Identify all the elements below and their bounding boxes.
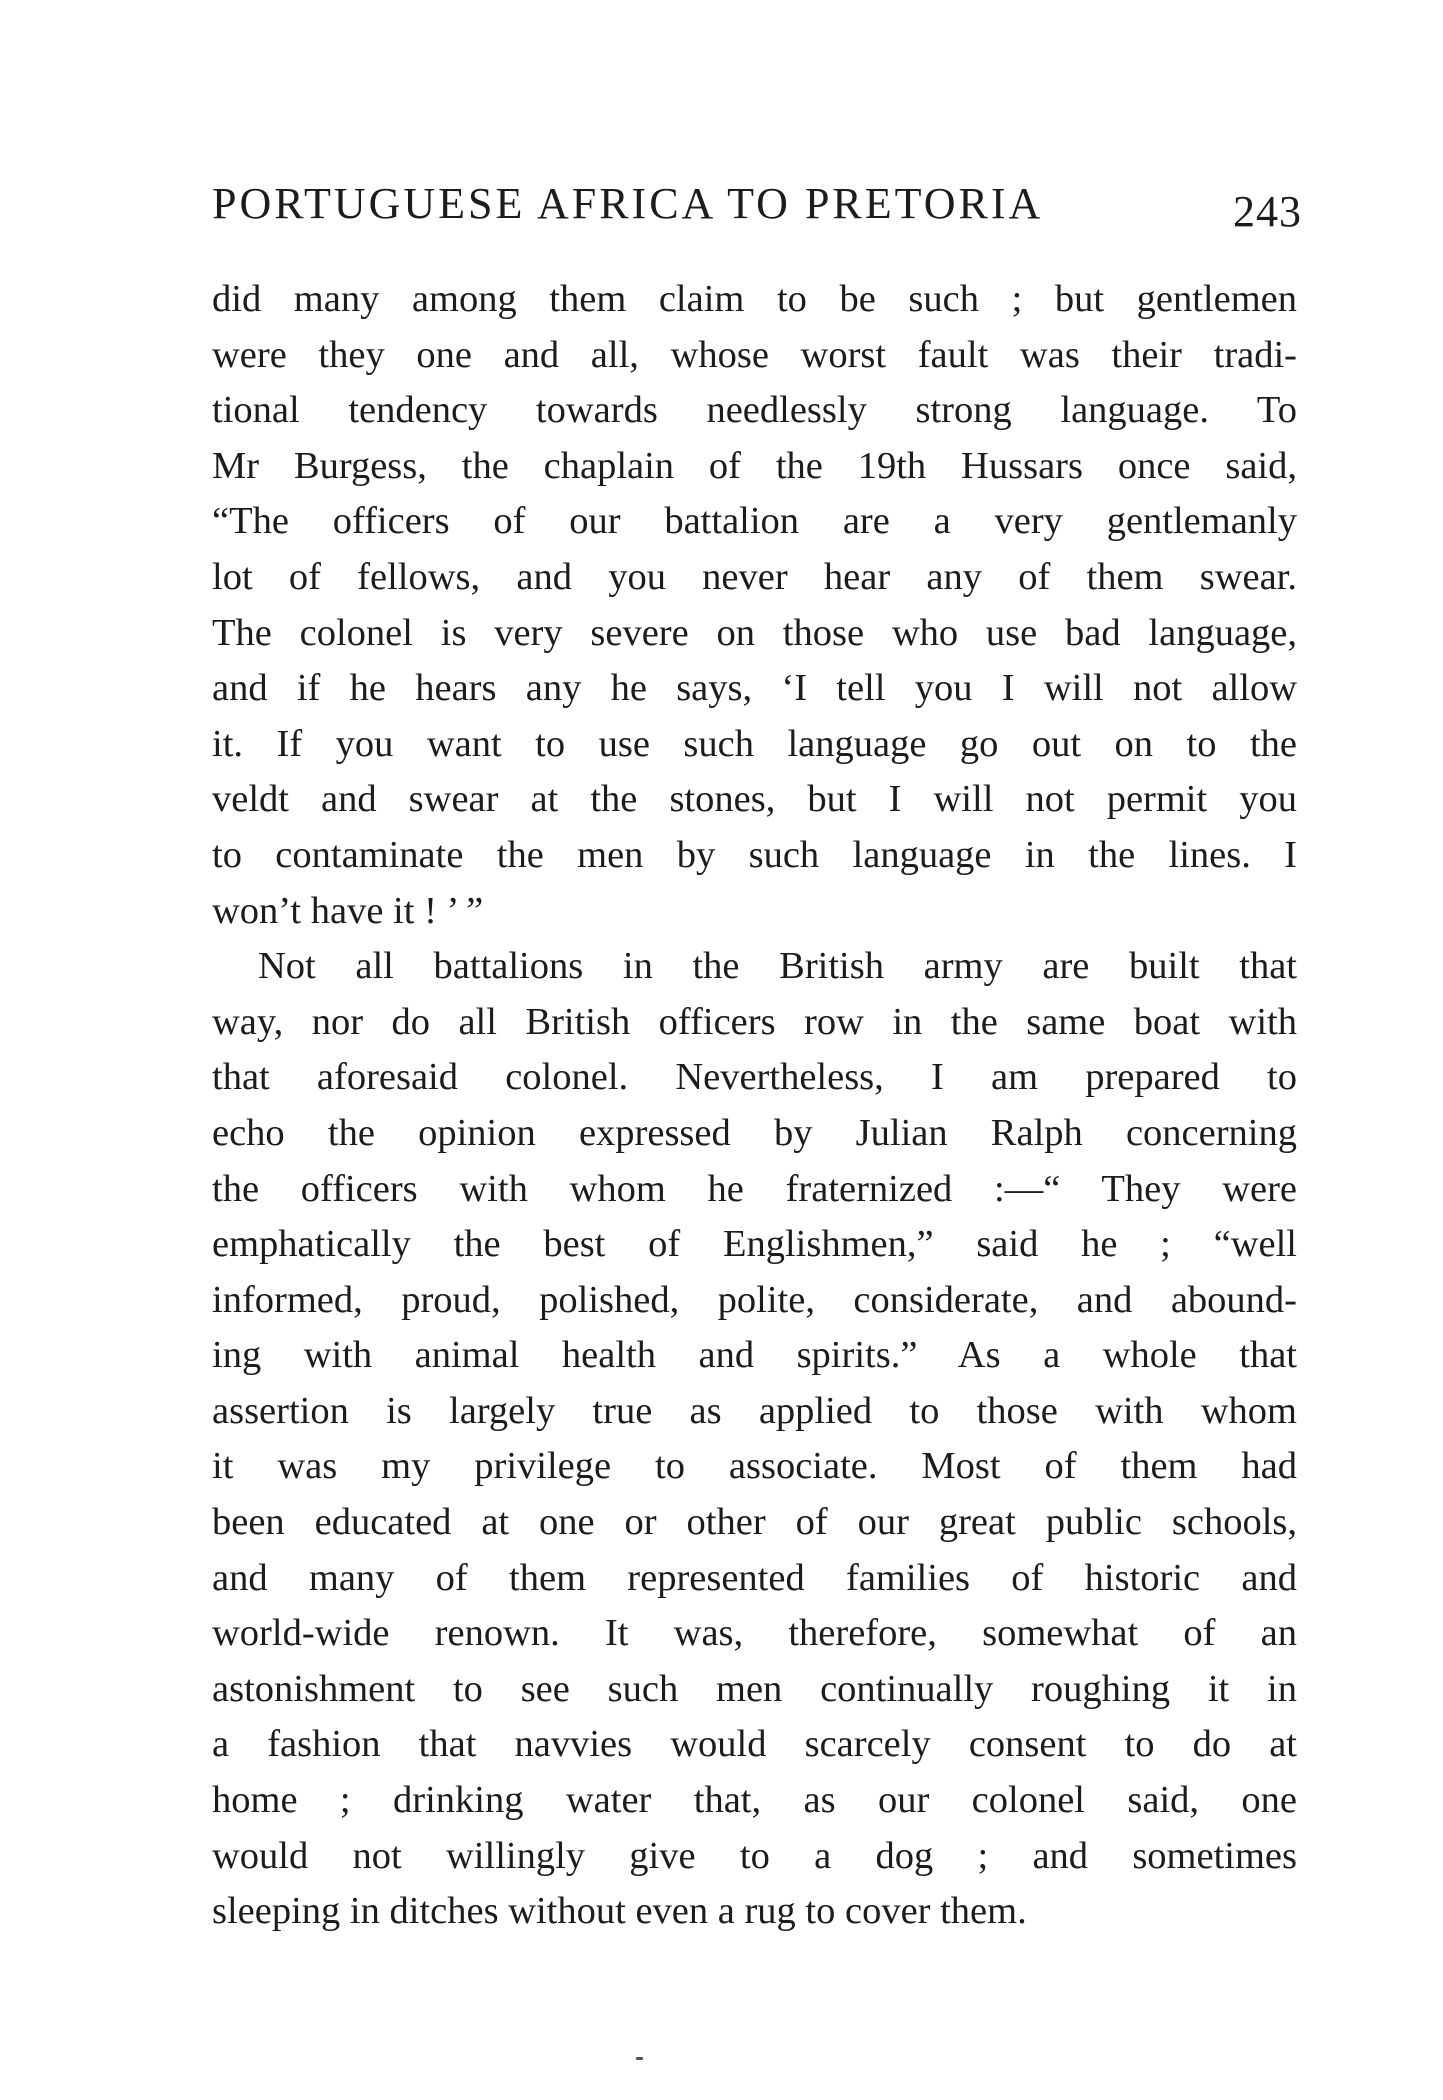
text-line: and if he hears any he says, ‘I tell you I will not allow bbox=[212, 667, 1297, 710]
text-line: Not all battalions in the British army are built that bbox=[258, 945, 1297, 988]
text-line: it. If you want to use such language go out on to the bbox=[212, 722, 1297, 765]
text-line: “The officers of our battalion are a very gentlemanly bbox=[212, 500, 1297, 543]
text-line: to contaminate the men by such language in the lines. I bbox=[212, 833, 1297, 876]
running-head bbox=[212, 178, 1302, 238]
text-line: lot of fellows, and you never hear any of them swear. bbox=[212, 555, 1297, 598]
text-line: that aforesaid colonel. Nevertheless, I am prepared to bbox=[212, 1056, 1297, 1099]
printer-mark bbox=[636, 2057, 643, 2060]
page-number: 243 bbox=[1233, 187, 1302, 236]
text-line: veldt and swear at the stones, but I will not permit you bbox=[212, 778, 1297, 821]
text-line: sleeping in ditches without even a rug to cover them. bbox=[212, 1890, 1027, 1933]
text-line: astonishment to see such men continually roughing it in bbox=[212, 1667, 1297, 1710]
text-line: and many of them represented families of historic and bbox=[212, 1556, 1297, 1599]
text-line: world-wide renown. It was, therefore, somewhat of an bbox=[212, 1612, 1297, 1655]
text-line: Mr Burgess, the chaplain of the 19th Hussars once said, bbox=[212, 444, 1297, 487]
text-line: would not willingly give to a dog ; and sometimes bbox=[212, 1834, 1297, 1877]
text-line: informed, proud, polished, polite, considerate, and abound- bbox=[212, 1278, 1297, 1321]
text-line: the officers with whom he fraternized :—“ They were bbox=[212, 1167, 1297, 1210]
text-line: The colonel is very severe on those who use bad language, bbox=[212, 611, 1297, 654]
text-line: ing with animal health and spirits.” As a whole that bbox=[212, 1334, 1297, 1377]
text-line: were they one and all, whose worst fault was their tradi- bbox=[212, 333, 1297, 376]
text-line: did many among them claim to be such ; but gentlemen bbox=[212, 278, 1297, 320]
text-line: echo the opinion expressed by Julian Ralph concerning bbox=[212, 1111, 1297, 1154]
text-line: it was my privilege to associate. Most of them had bbox=[212, 1445, 1297, 1488]
text-line: a fashion that navvies would scarcely consent to do at bbox=[212, 1723, 1297, 1766]
text-line: won’t have it ! ’ ” bbox=[212, 889, 484, 932]
text-line: been educated at one or other of our great public schools, bbox=[212, 1501, 1297, 1544]
running-title: PORTUGUESE AFRICA TO PRETORIA bbox=[212, 179, 1044, 228]
text-line: assertion is largely true as applied to those with whom bbox=[212, 1389, 1297, 1432]
text-line: way, nor do all British officers row in the same boat with bbox=[212, 1000, 1297, 1043]
text-line: tional tendency towards needlessly strong language. To bbox=[212, 389, 1297, 432]
text-line: emphatically the best of Englishmen,” said he ; “well bbox=[212, 1223, 1297, 1266]
text-line: home ; drinking water that, as our colonel said, one bbox=[212, 1779, 1297, 1822]
body-text bbox=[212, 272, 1297, 1940]
